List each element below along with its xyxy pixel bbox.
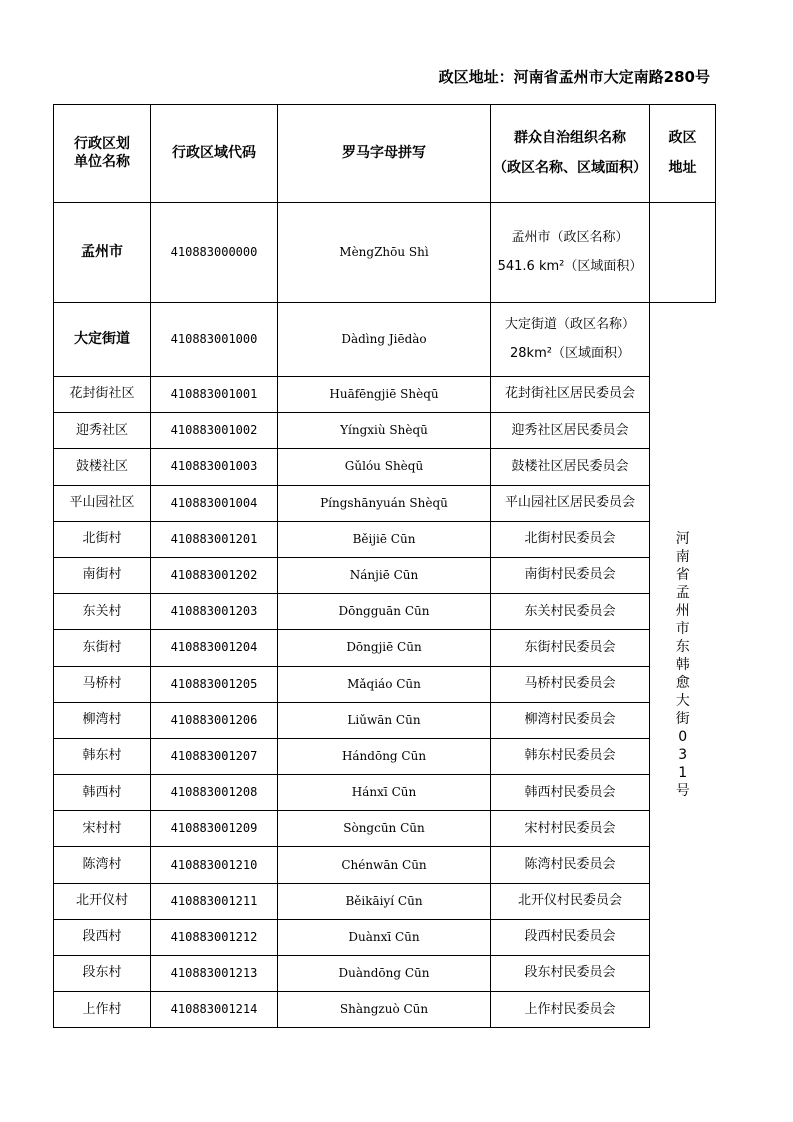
row-org: 东关村民委员会	[491, 594, 650, 630]
row-roman: Yíngxiù Shèqū	[278, 413, 491, 449]
table-row	[54, 485, 716, 521]
subdistrict-org-name: 大定街道（政区名称）	[504, 317, 635, 333]
row-code: 410883001209	[151, 811, 278, 847]
row-name: 平山园社区	[54, 485, 151, 521]
col-header-org-line2: （政区名称、区域面积）	[493, 159, 647, 176]
row-code: 410883001003	[151, 449, 278, 485]
subdistrict-name: 大定街道	[54, 303, 151, 377]
row-name: 韩西村	[54, 775, 151, 811]
row-code: 410883001002	[151, 413, 278, 449]
city-org	[491, 203, 650, 303]
row-name: 段东村	[54, 956, 151, 992]
row-org: 马桥村民委员会	[491, 666, 650, 702]
table-row	[54, 992, 716, 1028]
row-roman: Shàngzuò Cūn	[278, 992, 491, 1028]
row-code: 410883001213	[151, 956, 278, 992]
table-row	[54, 775, 716, 811]
col-header-unit-name-line1: 行政区划	[74, 136, 130, 152]
row-code: 410883001004	[151, 485, 278, 521]
col-header-roman: 罗马字母拼写	[278, 105, 491, 203]
row-org: 韩西村民委员会	[491, 775, 650, 811]
row-name: 东街村	[54, 630, 151, 666]
subdistrict-address: 河南省孟州市东韩愈大街031号	[675, 531, 690, 800]
row-roman: Hánxī Cūn	[278, 775, 491, 811]
row-code: 410883001205	[151, 666, 278, 702]
table-row	[54, 630, 716, 666]
header-address: 政区地址：河南省孟州市大定南路280号	[438, 68, 710, 86]
row-org: 柳湾村民委员会	[491, 702, 650, 738]
table-row	[54, 738, 716, 774]
table-row	[54, 956, 716, 992]
row-org: 平山园社区居民委员会	[491, 485, 650, 521]
col-header-unit-name	[54, 105, 151, 203]
row-name: 上作村	[54, 992, 151, 1028]
table-header-row	[54, 105, 716, 203]
row-code: 410883001201	[151, 521, 278, 557]
row-code: 410883001212	[151, 919, 278, 955]
division-table	[53, 104, 716, 1028]
row-roman: Běikāiyí Cūn	[278, 883, 491, 919]
row-roman: Huāfēngjiē Shèqū	[278, 377, 491, 413]
row-org: 宋村村民委员会	[491, 811, 650, 847]
row-name: 陈湾村	[54, 847, 151, 883]
subdistrict-roman: Dàdìng Jiēdào	[278, 303, 491, 377]
row-org: 北街村民委员会	[491, 521, 650, 557]
row-name: 宋村村	[54, 811, 151, 847]
row-roman: Mǎqiáo Cūn	[278, 666, 491, 702]
subdistrict-code: 410883001000	[151, 303, 278, 377]
row-roman: Liǔwān Cūn	[278, 702, 491, 738]
row-org: 南街村民委员会	[491, 557, 650, 593]
row-code: 410883001214	[151, 992, 278, 1028]
table-row	[54, 521, 716, 557]
table-row	[54, 811, 716, 847]
col-header-org-line1: 群众自治组织名称	[514, 130, 626, 146]
row-code: 410883001204	[151, 630, 278, 666]
row-roman: Píngshānyuán Shèqū	[278, 485, 491, 521]
city-code: 410883000000	[151, 203, 278, 303]
table-row	[54, 666, 716, 702]
city-org-name: 孟州市（政区名称）	[511, 230, 629, 246]
table-row	[54, 377, 716, 413]
row-name: 东关村	[54, 594, 151, 630]
col-header-code: 行政区域代码	[151, 105, 278, 203]
row-code: 410883001206	[151, 702, 278, 738]
row-roman: Dōngjiē Cūn	[278, 630, 491, 666]
city-org-area: 541.6 km²（区域面积）	[497, 258, 643, 274]
row-org: 上作村民委员会	[491, 992, 650, 1028]
row-org: 迎秀社区居民委员会	[491, 413, 650, 449]
row-name: 迎秀社区	[54, 413, 151, 449]
table-row	[54, 702, 716, 738]
row-code: 410883001203	[151, 594, 278, 630]
col-header-address-line1: 政区	[668, 130, 697, 146]
row-roman: Dōngguān Cūn	[278, 594, 491, 630]
row-org: 东街村民委员会	[491, 630, 650, 666]
row-name: 北街村	[54, 521, 151, 557]
table-row	[54, 413, 716, 449]
table-row	[54, 919, 716, 955]
row-roman: Hándōng Cūn	[278, 738, 491, 774]
col-header-unit-name-line2: 单位名称	[74, 153, 130, 170]
row-code: 410883001208	[151, 775, 278, 811]
table-row	[54, 883, 716, 919]
row-org: 鼓楼社区居民委员会	[491, 449, 650, 485]
subdistrict-address-cell	[650, 303, 716, 1028]
row-org: 段西村民委员会	[491, 919, 650, 955]
row-code: 410883001207	[151, 738, 278, 774]
row-name: 鼓楼社区	[54, 449, 151, 485]
row-org: 花封街社区居民委员会	[491, 377, 650, 413]
row-roman: Sòngcūn Cūn	[278, 811, 491, 847]
row-name: 花封街社区	[54, 377, 151, 413]
row-name: 马桥村	[54, 666, 151, 702]
row-org: 韩东村民委员会	[491, 738, 650, 774]
row-code: 410883001211	[151, 883, 278, 919]
city-roman: MèngZhōu Shì	[278, 203, 491, 303]
table-row	[54, 449, 716, 485]
row-name: 南街村	[54, 557, 151, 593]
subdistrict-org-area: 28km²（区域面积）	[510, 345, 630, 361]
row-name: 韩东村	[54, 738, 151, 774]
row-roman: Duànxī Cūn	[278, 919, 491, 955]
city-name: 孟州市	[54, 203, 151, 303]
table-row	[54, 557, 716, 593]
row-code: 410883001210	[151, 847, 278, 883]
row-org: 段东村民委员会	[491, 956, 650, 992]
row-name: 北开仪村	[54, 883, 151, 919]
row-roman: Duàndōng Cūn	[278, 956, 491, 992]
row-code: 410883001001	[151, 377, 278, 413]
row-code: 410883001202	[151, 557, 278, 593]
table-row	[54, 847, 716, 883]
row-org: 陈湾村民委员会	[491, 847, 650, 883]
col-header-address-line2: 地址	[668, 159, 697, 176]
row-name: 柳湾村	[54, 702, 151, 738]
city-row	[54, 203, 716, 303]
table-row	[54, 594, 716, 630]
col-header-address	[650, 105, 716, 203]
row-name: 段西村	[54, 919, 151, 955]
row-roman: Nánjiē Cūn	[278, 557, 491, 593]
row-roman: Chénwān Cūn	[278, 847, 491, 883]
col-header-org	[491, 105, 650, 203]
subdistrict-row	[54, 303, 716, 377]
row-org: 北开仪村民委员会	[491, 883, 650, 919]
row-roman: Běijiē Cūn	[278, 521, 491, 557]
city-address	[650, 203, 716, 303]
subdistrict-org	[491, 303, 650, 377]
row-roman: Gǔlóu Shèqū	[278, 449, 491, 485]
